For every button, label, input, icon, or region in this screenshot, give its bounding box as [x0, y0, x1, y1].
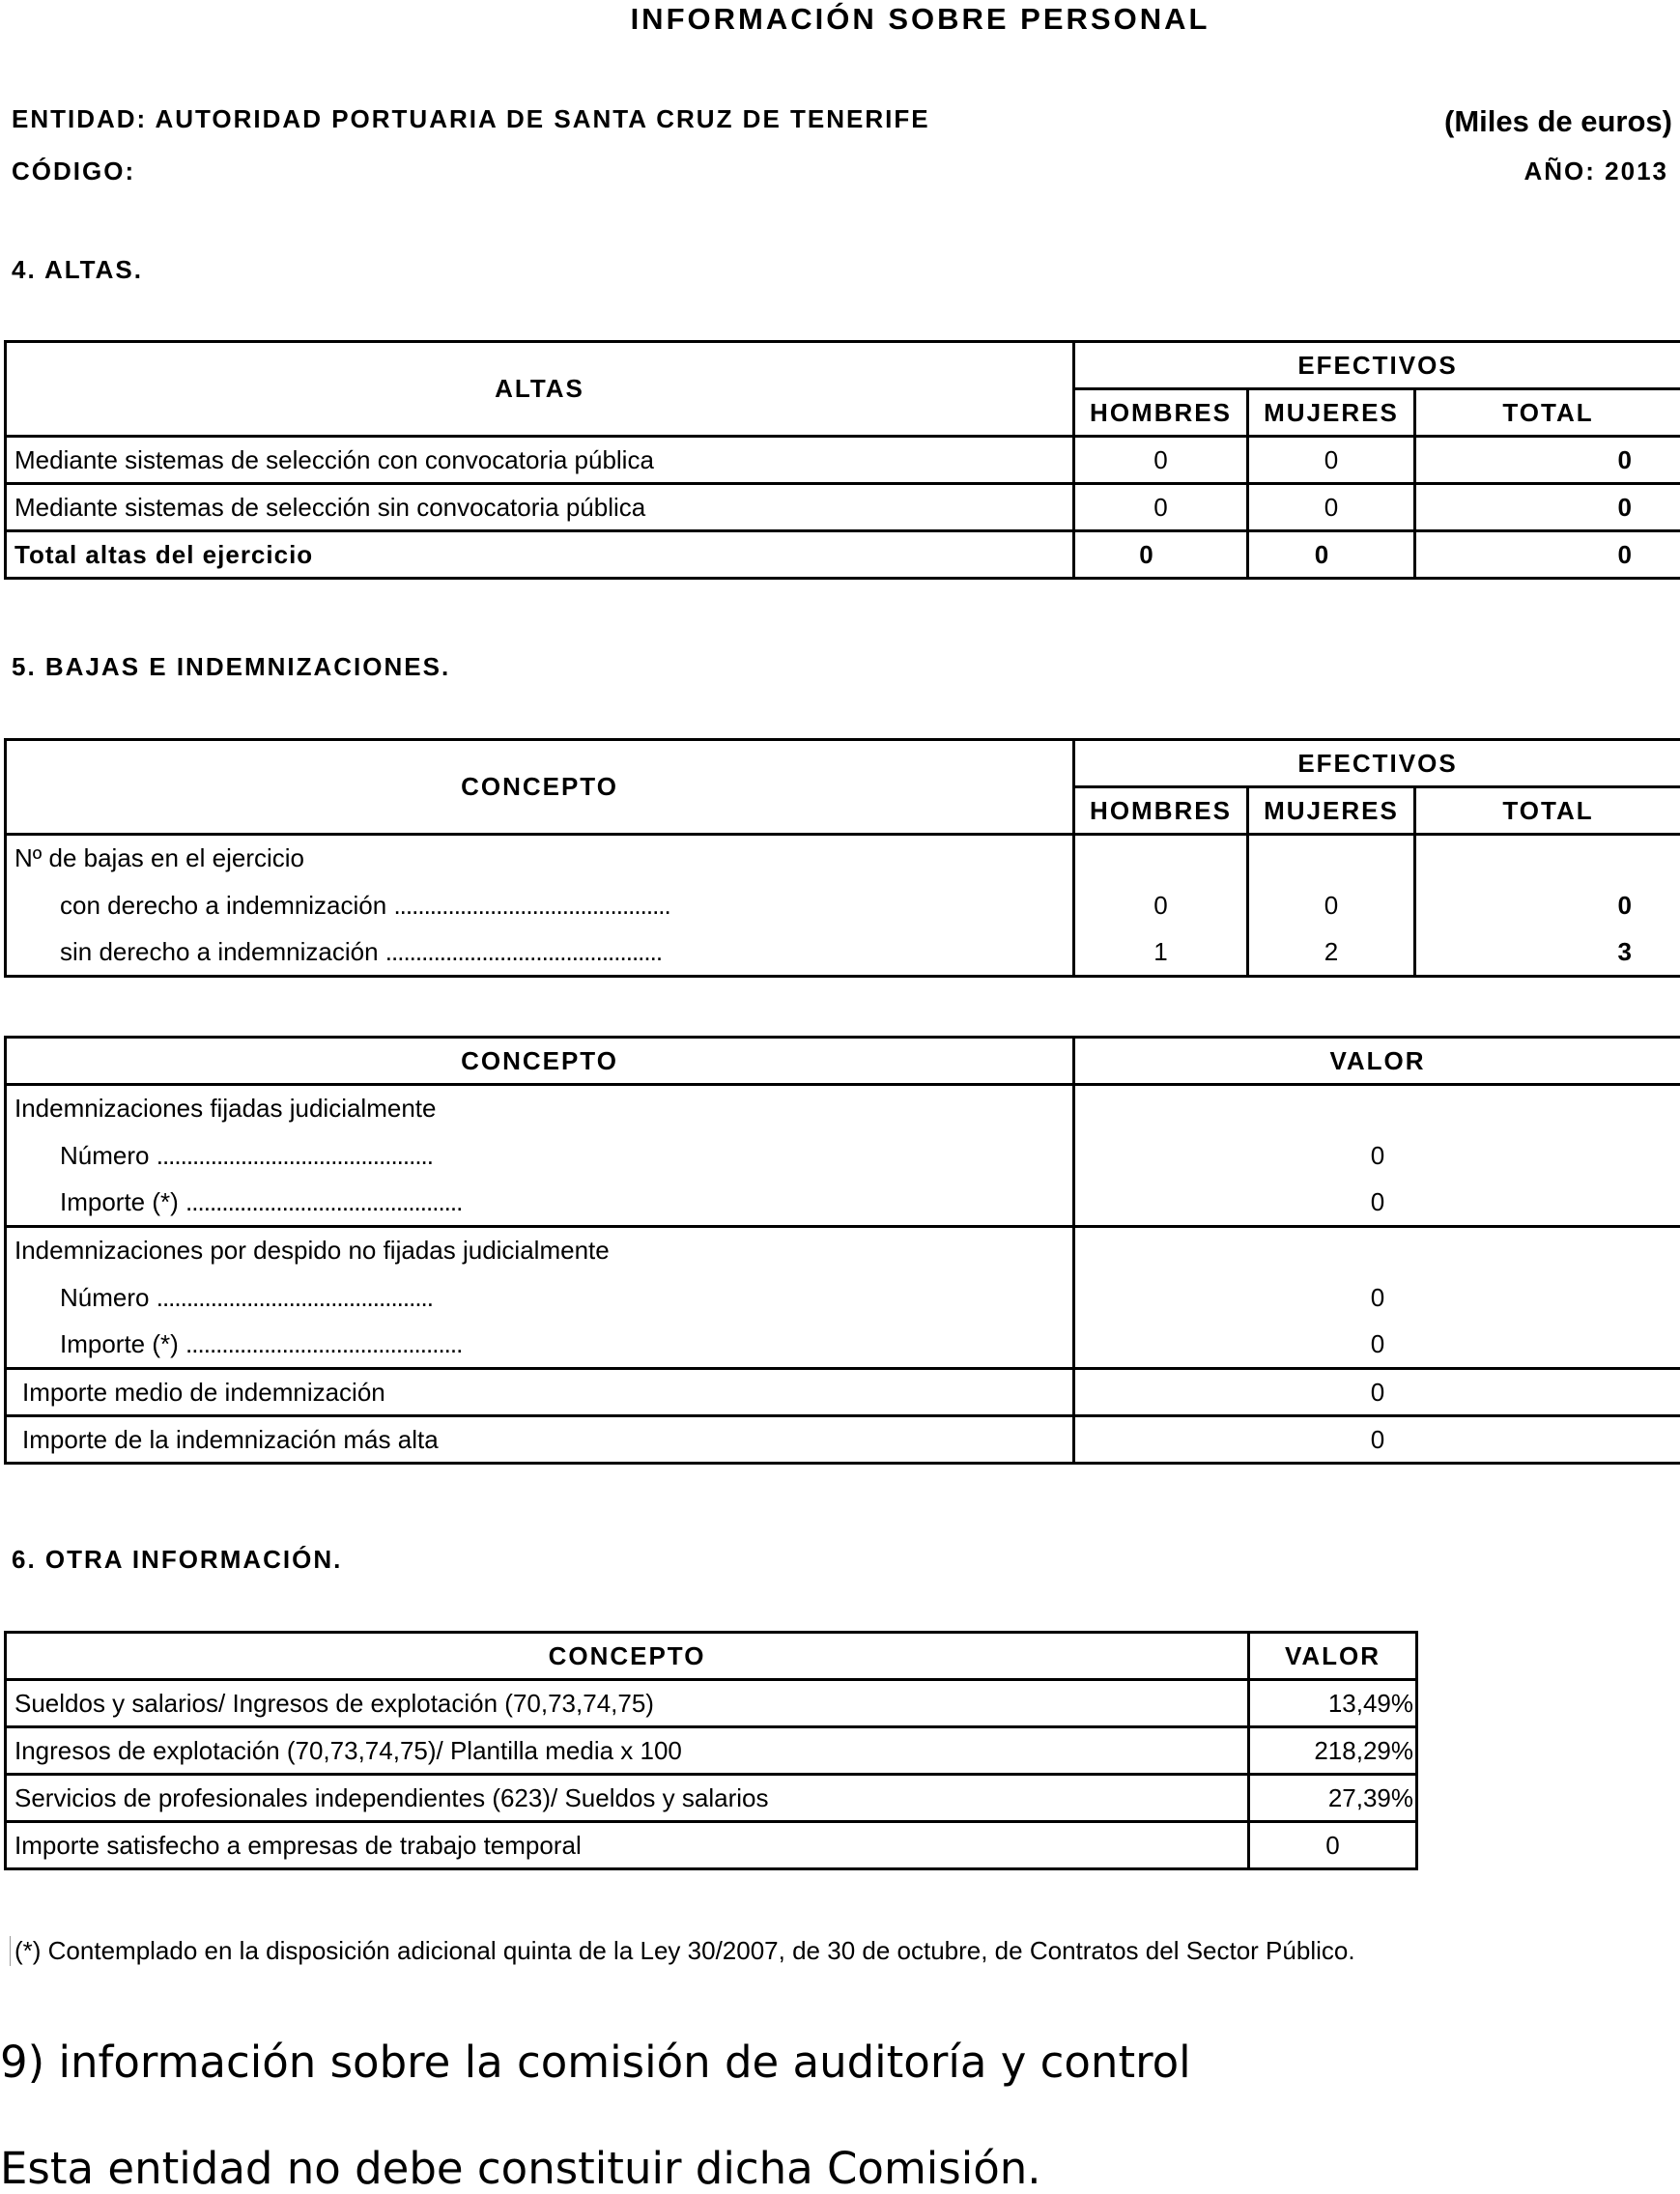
bajas-header-mujeres: MUJERES: [1248, 787, 1415, 835]
cell-valor: 0: [1074, 1416, 1680, 1464]
code-label: CÓDIGO:: [12, 157, 135, 186]
cell-total: 3: [1415, 929, 1680, 977]
cell-valor: 0: [1074, 1322, 1680, 1369]
row-label: Mediante sistemas de selección sin convocatoria pública: [6, 484, 1074, 531]
row-label: Mediante sistemas de selección con convocatoria pública: [6, 437, 1074, 484]
cell-hombres: 0: [1074, 484, 1248, 531]
altas-table: [4, 340, 1680, 580]
section-otra-title: 6. OTRA INFORMACIÓN.: [12, 1545, 342, 1575]
row-label: Sueldos y salarios/ Ingresos de explotación (70,73,74,75): [6, 1680, 1249, 1727]
row-label: Servicios de profesionales independientes (623)/ Sueldos y salarios: [6, 1775, 1249, 1822]
cell-hombres: 0: [1074, 531, 1248, 579]
indemnizaciones-table: [4, 1036, 1680, 1465]
footnote: (*) Contemplado en la disposición adicional quinta de la Ley 30/2007, de 30 de octubre, de Contratos del Sector Público.: [10, 1936, 1355, 1966]
total-row: [6, 531, 1680, 579]
row-label: Total altas del ejercicio: [6, 531, 1074, 579]
row-label: Ingresos de explotación (70,73,74,75)/ Plantilla media x 100: [6, 1727, 1249, 1775]
row-label: Importe medio de indemnización: [6, 1369, 1074, 1416]
entity-label: ENTIDAD: AUTORIDAD PORTUARIA DE SANTA CRUZ DE TENERIFE: [12, 104, 930, 134]
cell-valor: 0: [1074, 1180, 1680, 1227]
comision-text: Esta entidad no debe constituir dicha Comisión.: [0, 2143, 1041, 2194]
bajas-header-concepto: CONCEPTO: [6, 740, 1074, 835]
otra-table: [4, 1631, 1418, 1870]
bajas-header-total: TOTAL: [1415, 787, 1680, 835]
leader-dots: ..............................................: [393, 891, 669, 920]
row-label: sin derecho a indemnización ..............................................: [6, 929, 1074, 977]
group-label: Indemnizaciones por despido no fijadas judicialmente: [6, 1227, 1074, 1274]
cell-valor: 0: [1074, 1274, 1680, 1322]
leader-dots: ..............................................: [157, 1283, 433, 1312]
cell-hombres: 0: [1074, 437, 1248, 484]
row-label: Número ..............................................: [6, 1274, 1074, 1322]
altas-header-mujeres: MUJERES: [1248, 389, 1415, 437]
cell-total: 0: [1415, 437, 1680, 484]
cell-mujeres: 0: [1248, 484, 1415, 531]
group-label: Indemnizaciones fijadas judicialmente: [6, 1085, 1074, 1132]
table-row: [6, 1416, 1680, 1464]
leader-dots: ..............................................: [185, 1187, 462, 1216]
cell-total: 0: [1415, 531, 1680, 579]
table-row: [6, 437, 1680, 484]
cell-mujeres: 0: [1248, 531, 1415, 579]
row-label: Número ..............................................: [6, 1132, 1074, 1180]
group-label: Nº de bajas en el ejercicio: [6, 835, 1074, 882]
leader-dots: ..............................................: [157, 1141, 433, 1170]
cell-total: 0: [1415, 882, 1680, 929]
table-row: [6, 1680, 1417, 1727]
cell-valor: 0: [1074, 1132, 1680, 1180]
section-altas-title: 4. ALTAS.: [12, 255, 143, 285]
cell-valor: 0: [1249, 1822, 1417, 1869]
row-label: Importe (*) ..............................................: [6, 1180, 1074, 1227]
table-row: [6, 1132, 1680, 1180]
bajas-table: [4, 738, 1680, 978]
cell-hombres: 0: [1074, 882, 1248, 929]
leader-dots: ..............................................: [385, 937, 662, 966]
cell-valor: 27,39%: [1249, 1775, 1417, 1822]
section-bajas-title: 5. BAJAS E INDEMNIZACIONES.: [12, 652, 450, 682]
table-row: [6, 929, 1680, 977]
table-row: [6, 1369, 1680, 1416]
altas-header-concepto: ALTAS: [6, 342, 1074, 437]
table-row: [6, 835, 1680, 882]
table-row: [6, 1180, 1680, 1227]
table-row: [6, 1274, 1680, 1322]
page-title: INFORMACIÓN SOBRE PERSONAL: [0, 2, 1680, 37]
table-row: [6, 1322, 1680, 1369]
comision-heading: 9) información sobre la comisión de auditoría y control: [0, 2037, 1191, 2088]
bajas-header-hombres: HOMBRES: [1074, 787, 1248, 835]
otra-header-concepto: CONCEPTO: [6, 1633, 1249, 1680]
indem-header-valor: VALOR: [1074, 1038, 1680, 1085]
table-row: [6, 1727, 1417, 1775]
row-label: Importe de la indemnización más alta: [6, 1416, 1074, 1464]
altas-header-hombres: HOMBRES: [1074, 389, 1248, 437]
leader-dots: ..............................................: [185, 1329, 462, 1358]
cell-mujeres: 0: [1248, 437, 1415, 484]
cell-valor: 0: [1074, 1369, 1680, 1416]
altas-header-total: TOTAL: [1415, 389, 1680, 437]
row-label: con derecho a indemnización ..............................................: [6, 882, 1074, 929]
cell-valor: 218,29%: [1249, 1727, 1417, 1775]
row-label: Importe satisfecho a empresas de trabajo temporal: [6, 1822, 1249, 1869]
cell-valor: 13,49%: [1249, 1680, 1417, 1727]
indem-header-concepto: CONCEPTO: [6, 1038, 1074, 1085]
bajas-header-efectivos: EFECTIVOS: [1074, 740, 1680, 787]
table-row: [6, 1775, 1417, 1822]
year-label: AÑO: 2013: [1524, 157, 1669, 186]
row-label: Importe (*) ..............................................: [6, 1322, 1074, 1369]
table-row: [6, 484, 1680, 531]
altas-header-efectivos: EFECTIVOS: [1074, 342, 1680, 389]
cell-mujeres: 2: [1248, 929, 1415, 977]
units-label: (Miles de euros): [1444, 104, 1672, 139]
cell-hombres: 1: [1074, 929, 1248, 977]
cell-mujeres: 0: [1248, 882, 1415, 929]
cell-total: 0: [1415, 484, 1680, 531]
table-row: [6, 882, 1680, 929]
table-row: [6, 1822, 1417, 1869]
otra-header-valor: VALOR: [1249, 1633, 1417, 1680]
